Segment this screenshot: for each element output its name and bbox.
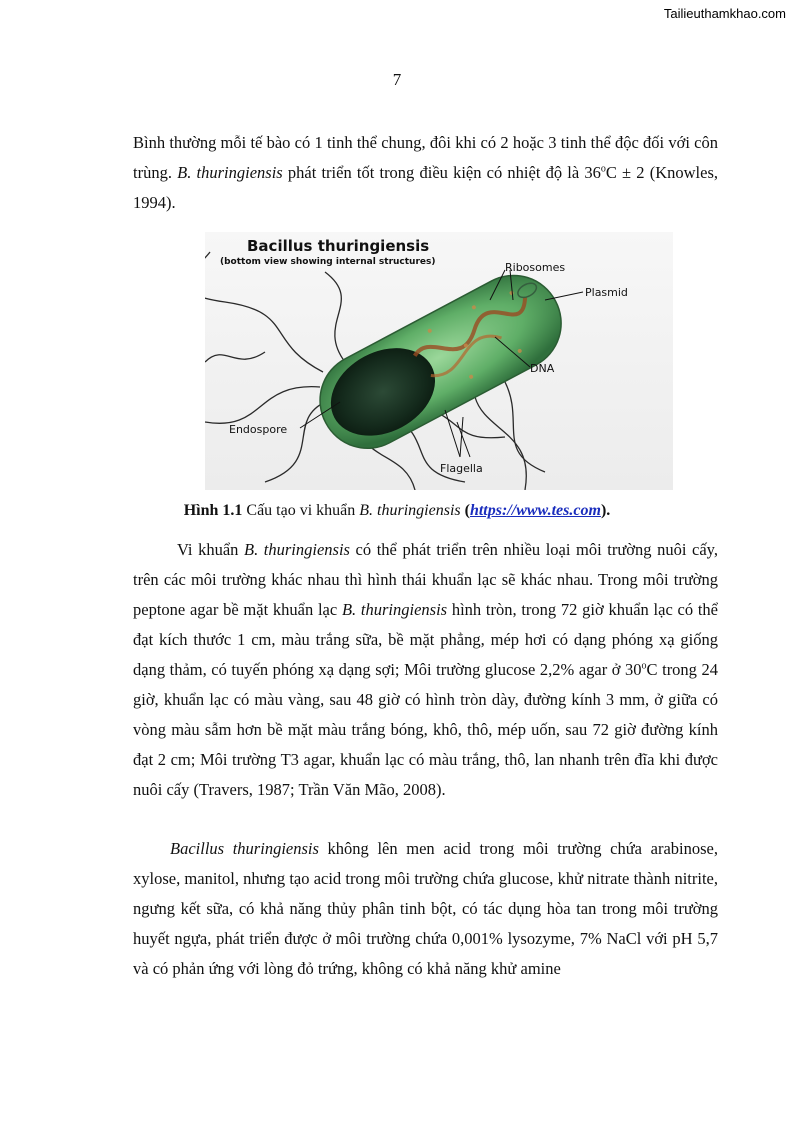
- label-plasmid: Plasmid: [585, 286, 628, 299]
- bacteria-figure: [205, 232, 673, 490]
- caption-open: (: [460, 502, 470, 519]
- label-ribosomes: Ribosomes: [505, 261, 566, 274]
- label-dna: DNA: [530, 362, 555, 375]
- figure-subtitle: (bottom view showing internal structures): [220, 257, 436, 267]
- bacteria-illustration: [205, 232, 673, 490]
- label-endospore: Endospore: [229, 423, 288, 436]
- figure-caption: [0, 502, 794, 520]
- para2-species-2: B. thuringiensis: [341, 600, 448, 619]
- para1-species: B. thuringiensis: [177, 163, 283, 182]
- paragraph-2: [133, 535, 718, 805]
- para2-species-1: B. thuringiensis: [244, 540, 350, 559]
- para2-text-1: Vi khuẩn: [177, 540, 244, 559]
- watermark: Tailieuthamkhao.com: [663, 6, 786, 21]
- caption-close: ).: [600, 502, 611, 519]
- page-number: 7: [392, 70, 402, 89]
- label-flagella: Flagella: [440, 462, 483, 475]
- paragraph-3: [133, 834, 718, 984]
- para1-degree-sup: o: [600, 163, 606, 175]
- para2-text-3: hình tròn, trong 72 giờ khuẩn lạc có thể đạt kích thước 1 cm, màu trắng sữa, bề mặt phẳng, mép hơi có dạng phóng xạ giống dạng thảm, có tuyến phóng xạ dạng sợi; Môi trường glucose 2,2% agar ở 30: [133, 600, 718, 679]
- para3-species: Bacillus thuringiensis: [170, 839, 319, 858]
- para2-text-2: có thể phát triển trên nhiều loại môi trường nuôi cấy, trên các môi trường khác nhau thì hình thái khuẩn lạc sẽ khác nhau. Trong môi trường peptone agar bề mặt khuẩn lạc: [133, 540, 718, 619]
- para1-text-3: C ± 2 (Knowles, 1994).: [133, 163, 718, 212]
- para2-text-4: C trong 24 giờ, khuẩn lạc có màu vàng, sau 48 giờ có hình tròn dày, đường kính 3 mm, ở giữa có vòng màu sẫm hơn bề mặt màu trắng bóng, khô, thô, mép uốn, sau 72 giờ đường kính đạt 2 cm; Môi trường T3 agar, khuẩn lạc có màu trắng, thô, lan nhanh trên đĩa khi được nuôi cấy (Travers, 1987; Trần Văn Mão, 2008).: [133, 660, 718, 799]
- para2-degree-sup: o: [641, 660, 647, 672]
- caption-number: Hình 1.1: [183, 502, 243, 519]
- caption-text: Cấu tạo vi khuẩn: [242, 502, 360, 519]
- paragraph-1: [133, 128, 718, 218]
- para3-text-1: không lên men acid trong môi trường chứa arabinose, xylose, manitol, nhưng tạo acid trong môi trường chứa glucose, khử nitrate thành nitrite, ngưng kết sữa, có khả năng thủy phân tinh bột, có tác dụng hòa tan trong môi trường huyết ngựa, phát triển được ở môi trường chứa 0,001% lysozyme, 7% NaCl với pH 5,7 và có phản ứng với lòng đỏ trứng, không có khả năng khử amine: [133, 839, 718, 978]
- caption-link[interactable]: https://www.tes.com: [469, 502, 601, 519]
- figure-title: Bacillus thuringiensis: [247, 237, 430, 255]
- para1-text-2: phát triển tốt trong điều kiện có nhiệt độ là 36: [282, 163, 601, 182]
- caption-species: B. thuringiensis: [359, 502, 461, 519]
- para1-text-1: Bình thường mỗi tế bào có 1 tinh thể chung, đôi khi có 2 hoặc 3 tinh thể độc đối với côn trùng.: [133, 133, 718, 182]
